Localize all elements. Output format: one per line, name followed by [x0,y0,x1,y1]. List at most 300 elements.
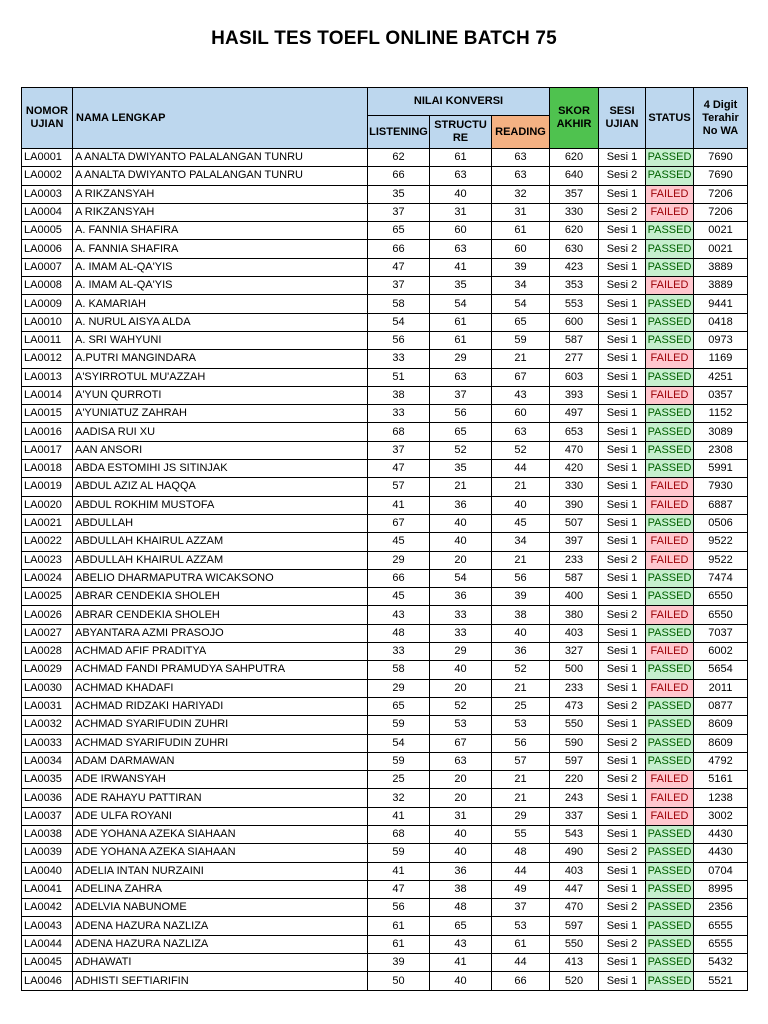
cell-nama: A'YUNIATUZ ZAHRAH [73,405,368,423]
cell-digit-wa: 5521 [694,972,748,990]
cell-nomor-ujian: LA0027 [22,624,73,642]
cell-skor-akhir: 597 [550,752,599,770]
cell-nama: A RIKZANSYAH [73,203,368,221]
cell-status: PASSED [646,331,694,349]
cell-sesi: Sesi 2 [599,606,646,624]
cell-sesi: Sesi 1 [599,496,646,514]
cell-skor-akhir: 330 [550,478,599,496]
cell-listening: 66 [368,167,430,185]
cell-status: FAILED [646,203,694,221]
cell-structure: 40 [430,972,492,990]
header-digit-wa: 4 Digit Terahir No WA [694,88,748,149]
cell-digit-wa: 7930 [694,478,748,496]
cell-sesi: Sesi 2 [599,844,646,862]
cell-reading: 61 [492,935,550,953]
cell-digit-wa: 1169 [694,350,748,368]
cell-digit-wa: 3889 [694,277,748,295]
cell-listening: 50 [368,972,430,990]
cell-digit-wa: 6550 [694,606,748,624]
cell-status: FAILED [646,386,694,404]
cell-status: PASSED [646,514,694,532]
cell-digit-wa: 0704 [694,862,748,880]
cell-structure: 60 [430,222,492,240]
cell-structure: 20 [430,551,492,569]
cell-status: PASSED [646,880,694,898]
cell-nomor-ujian: LA0044 [22,935,73,953]
cell-digit-wa: 3889 [694,258,748,276]
cell-sesi: Sesi 2 [599,277,646,295]
cell-listening: 33 [368,643,430,661]
cell-listening: 65 [368,222,430,240]
cell-status: FAILED [646,771,694,789]
cell-skor-akhir: 337 [550,807,599,825]
table-row [22,862,748,880]
cell-status: FAILED [646,606,694,624]
cell-reading: 60 [492,240,550,258]
cell-status: PASSED [646,167,694,185]
cell-sesi: Sesi 1 [599,185,646,203]
table-row [22,661,748,679]
cell-nomor-ujian: LA0028 [22,643,73,661]
cell-nama: ADELIA INTAN NURZAINI [73,862,368,880]
cell-structure: 41 [430,258,492,276]
results-body [22,149,748,991]
cell-structure: 21 [430,478,492,496]
cell-sesi: Sesi 1 [599,569,646,587]
table-row [22,734,748,752]
cell-nama: ADELVIA NABUNOME [73,899,368,917]
cell-digit-wa: 8995 [694,880,748,898]
cell-skor-akhir: 497 [550,405,599,423]
cell-skor-akhir: 640 [550,167,599,185]
cell-sesi: Sesi 1 [599,661,646,679]
cell-nomor-ujian: LA0004 [22,203,73,221]
cell-sesi: Sesi 2 [599,771,646,789]
cell-structure: 63 [430,240,492,258]
cell-listening: 33 [368,350,430,368]
cell-skor-akhir: 550 [550,935,599,953]
cell-nama: ABDULLAH KHAIRUL AZZAM [73,533,368,551]
cell-skor-akhir: 500 [550,661,599,679]
cell-structure: 43 [430,935,492,953]
table-row [22,203,748,221]
cell-nama: ACHMAD SYARIFUDIN ZUHRI [73,716,368,734]
cell-listening: 38 [368,386,430,404]
cell-digit-wa: 9441 [694,295,748,313]
cell-nomor-ujian: LA0046 [22,972,73,990]
cell-listening: 33 [368,405,430,423]
cell-structure: 65 [430,423,492,441]
cell-skor-akhir: 380 [550,606,599,624]
cell-status: PASSED [646,917,694,935]
cell-skor-akhir: 327 [550,643,599,661]
cell-sesi: Sesi 2 [599,203,646,221]
cell-structure: 61 [430,149,492,167]
cell-nama: A ANALTA DWIYANTO PALALANGAN TUNRU [73,167,368,185]
table-row [22,880,748,898]
cell-structure: 56 [430,405,492,423]
cell-reading: 52 [492,661,550,679]
cell-nomor-ujian: LA0019 [22,478,73,496]
cell-nama: A. FANNIA SHAFIRA [73,222,368,240]
cell-status: PASSED [646,423,694,441]
cell-nomor-ujian: LA0009 [22,295,73,313]
cell-digit-wa: 9522 [694,533,748,551]
cell-nomor-ujian: LA0024 [22,569,73,587]
cell-nomor-ujian: LA0006 [22,240,73,258]
cell-nama: ADE RAHAYU PATTIRAN [73,789,368,807]
cell-listening: 37 [368,441,430,459]
cell-digit-wa: 4430 [694,844,748,862]
cell-status: PASSED [646,149,694,167]
cell-structure: 40 [430,825,492,843]
cell-nama: A. SRI WAHYUNI [73,331,368,349]
cell-listening: 41 [368,807,430,825]
table-row [22,368,748,386]
cell-status: PASSED [646,697,694,715]
cell-structure: 33 [430,624,492,642]
cell-nomor-ujian: LA0042 [22,899,73,917]
cell-reading: 61 [492,222,550,240]
cell-structure: 40 [430,514,492,532]
cell-reading: 53 [492,716,550,734]
cell-skor-akhir: 233 [550,679,599,697]
table-row [22,478,748,496]
cell-nama: ADENA HAZURA NAZLIZA [73,935,368,953]
cell-sesi: Sesi 2 [599,935,646,953]
cell-nomor-ujian: LA0026 [22,606,73,624]
cell-digit-wa: 7474 [694,569,748,587]
cell-structure: 53 [430,716,492,734]
cell-listening: 39 [368,954,430,972]
cell-sesi: Sesi 1 [599,386,646,404]
cell-structure: 61 [430,331,492,349]
header-nama-lengkap: NAMA LENGKAP [73,88,368,149]
cell-reading: 59 [492,331,550,349]
cell-sesi: Sesi 1 [599,460,646,478]
cell-nomor-ujian: LA0043 [22,917,73,935]
cell-listening: 41 [368,496,430,514]
cell-nomor-ujian: LA0012 [22,350,73,368]
cell-digit-wa: 0021 [694,240,748,258]
cell-status: PASSED [646,258,694,276]
table-row [22,149,748,167]
cell-listening: 47 [368,460,430,478]
cell-nama: A. IMAM AL-QA'YIS [73,277,368,295]
table-row [22,569,748,587]
cell-listening: 65 [368,697,430,715]
cell-digit-wa: 7690 [694,149,748,167]
cell-reading: 55 [492,825,550,843]
cell-nama: A'SYIRROTUL MU'AZZAH [73,368,368,386]
cell-sesi: Sesi 1 [599,331,646,349]
cell-skor-akhir: 357 [550,185,599,203]
cell-structure: 65 [430,917,492,935]
cell-reading: 53 [492,917,550,935]
cell-nomor-ujian: LA0037 [22,807,73,825]
cell-reading: 43 [492,386,550,404]
cell-skor-akhir: 587 [550,569,599,587]
cell-listening: 35 [368,185,430,203]
cell-listening: 68 [368,423,430,441]
cell-status: PASSED [646,954,694,972]
cell-nomor-ujian: LA0031 [22,697,73,715]
cell-nama: ADE IRWANSYAH [73,771,368,789]
cell-status: PASSED [646,588,694,606]
cell-structure: 40 [430,844,492,862]
cell-status: PASSED [646,624,694,642]
cell-sesi: Sesi 1 [599,954,646,972]
cell-sesi: Sesi 1 [599,789,646,807]
cell-structure: 36 [430,496,492,514]
cell-structure: 52 [430,441,492,459]
cell-sesi: Sesi 2 [599,551,646,569]
cell-sesi: Sesi 1 [599,313,646,331]
cell-reading: 63 [492,149,550,167]
cell-nomor-ujian: LA0035 [22,771,73,789]
cell-nomor-ujian: LA0003 [22,185,73,203]
cell-listening: 43 [368,606,430,624]
page-title: HASIL TES TOEFL ONLINE BATCH 75 [211,28,557,49]
cell-skor-akhir: 597 [550,917,599,935]
cell-listening: 58 [368,295,430,313]
table-row [22,807,748,825]
cell-digit-wa: 5432 [694,954,748,972]
table-row [22,386,748,404]
cell-nama: ADHAWATI [73,954,368,972]
cell-reading: 66 [492,972,550,990]
table-row [22,423,748,441]
cell-reading: 34 [492,533,550,551]
cell-nama: ACHMAD FANDI PRAMUDYA SAHPUTRA [73,661,368,679]
cell-structure: 29 [430,643,492,661]
cell-digit-wa: 6002 [694,643,748,661]
cell-status: PASSED [646,460,694,478]
table-row [22,185,748,203]
cell-status: FAILED [646,478,694,496]
cell-nama: ACHMAD KHADAFI [73,679,368,697]
cell-digit-wa: 6550 [694,588,748,606]
cell-nomor-ujian: LA0015 [22,405,73,423]
table-row [22,514,748,532]
cell-listening: 56 [368,331,430,349]
cell-structure: 63 [430,167,492,185]
table-row [22,588,748,606]
cell-listening: 66 [368,569,430,587]
cell-reading: 44 [492,862,550,880]
cell-sesi: Sesi 2 [599,240,646,258]
cell-digit-wa: 7037 [694,624,748,642]
header-status: STATUS [646,88,694,149]
cell-structure: 20 [430,771,492,789]
cell-listening: 58 [368,661,430,679]
cell-status: FAILED [646,350,694,368]
cell-listening: 59 [368,844,430,862]
cell-skor-akhir: 620 [550,222,599,240]
cell-reading: 40 [492,496,550,514]
cell-reading: 32 [492,185,550,203]
cell-structure: 54 [430,569,492,587]
cell-listening: 61 [368,917,430,935]
cell-reading: 67 [492,368,550,386]
cell-reading: 21 [492,551,550,569]
cell-digit-wa: 8609 [694,716,748,734]
cell-listening: 47 [368,258,430,276]
cell-listening: 37 [368,203,430,221]
cell-digit-wa: 1152 [694,405,748,423]
cell-digit-wa: 0357 [694,386,748,404]
cell-digit-wa: 5991 [694,460,748,478]
cell-skor-akhir: 473 [550,697,599,715]
table-row [22,460,748,478]
cell-sesi: Sesi 1 [599,588,646,606]
cell-nomor-ujian: LA0036 [22,789,73,807]
cell-nama: ACHMAD RIDZAKI HARIYADI [73,697,368,715]
cell-status: FAILED [646,807,694,825]
cell-structure: 52 [430,697,492,715]
table-row [22,752,748,770]
cell-listening: 32 [368,789,430,807]
cell-nomor-ujian: LA0022 [22,533,73,551]
cell-nama: ABELIO DHARMAPUTRA WICAKSONO [73,569,368,587]
cell-nama: ABDUL ROKHIM MUSTOFA [73,496,368,514]
table-row [22,240,748,258]
cell-skor-akhir: 420 [550,460,599,478]
cell-nama: A'YUN QURROTI [73,386,368,404]
cell-nomor-ujian: LA0030 [22,679,73,697]
table-row [22,405,748,423]
cell-nama: ADE ULFA ROYANI [73,807,368,825]
cell-listening: 29 [368,679,430,697]
cell-sesi: Sesi 2 [599,697,646,715]
cell-structure: 37 [430,386,492,404]
cell-listening: 61 [368,935,430,953]
header-nomor-ujian: NOMOR UJIAN [22,88,73,149]
cell-status: PASSED [646,935,694,953]
cell-skor-akhir: 423 [550,258,599,276]
cell-listening: 62 [368,149,430,167]
cell-status: PASSED [646,313,694,331]
header-structure: STRUCTU RE [430,116,492,149]
cell-nama: ADAM DARMAWAN [73,752,368,770]
cell-sesi: Sesi 1 [599,258,646,276]
cell-reading: 63 [492,167,550,185]
cell-skor-akhir: 403 [550,624,599,642]
table-row [22,496,748,514]
cell-nama: ABRAR CENDEKIA SHOLEH [73,588,368,606]
cell-listening: 48 [368,624,430,642]
cell-status: PASSED [646,240,694,258]
cell-reading: 57 [492,752,550,770]
cell-reading: 29 [492,807,550,825]
table-row [22,917,748,935]
cell-reading: 40 [492,624,550,642]
cell-nomor-ujian: LA0005 [22,222,73,240]
cell-sesi: Sesi 1 [599,972,646,990]
cell-reading: 34 [492,277,550,295]
cell-sesi: Sesi 1 [599,624,646,642]
cell-listening: 54 [368,313,430,331]
cell-digit-wa: 2308 [694,441,748,459]
cell-sesi: Sesi 1 [599,862,646,880]
cell-listening: 56 [368,899,430,917]
cell-nomor-ujian: LA0007 [22,258,73,276]
cell-structure: 31 [430,807,492,825]
cell-reading: 44 [492,460,550,478]
header-reading: READING [492,116,550,149]
table-row [22,350,748,368]
cell-digit-wa: 4251 [694,368,748,386]
cell-structure: 61 [430,313,492,331]
cell-skor-akhir: 653 [550,423,599,441]
cell-digit-wa: 0506 [694,514,748,532]
cell-digit-wa: 7690 [694,167,748,185]
cell-sesi: Sesi 2 [599,167,646,185]
cell-nomor-ujian: LA0039 [22,844,73,862]
cell-status: PASSED [646,899,694,917]
cell-nama: A.PUTRI MANGINDARA [73,350,368,368]
cell-reading: 31 [492,203,550,221]
table-row [22,789,748,807]
cell-nama: A. KAMARIAH [73,295,368,313]
cell-reading: 44 [492,954,550,972]
cell-digit-wa: 0418 [694,313,748,331]
cell-nomor-ujian: LA0018 [22,460,73,478]
cell-nama: ABYANTARA AZMI PRASOJO [73,624,368,642]
table-row [22,222,748,240]
cell-structure: 20 [430,679,492,697]
cell-skor-akhir: 233 [550,551,599,569]
cell-digit-wa: 2011 [694,679,748,697]
cell-digit-wa: 3002 [694,807,748,825]
cell-sesi: Sesi 1 [599,643,646,661]
cell-nomor-ujian: LA0020 [22,496,73,514]
header-sesi-ujian: SESI UJIAN [599,88,646,149]
table-row [22,277,748,295]
cell-nama: ABRAR CENDEKIA SHOLEH [73,606,368,624]
cell-structure: 63 [430,368,492,386]
cell-listening: 59 [368,716,430,734]
cell-skor-akhir: 277 [550,350,599,368]
cell-skor-akhir: 390 [550,496,599,514]
cell-reading: 56 [492,569,550,587]
cell-nomor-ujian: LA0032 [22,716,73,734]
cell-nomor-ujian: LA0041 [22,880,73,898]
cell-sesi: Sesi 1 [599,716,646,734]
cell-skor-akhir: 600 [550,313,599,331]
cell-skor-akhir: 470 [550,441,599,459]
cell-sesi: Sesi 1 [599,514,646,532]
cell-sesi: Sesi 1 [599,917,646,935]
cell-sesi: Sesi 1 [599,423,646,441]
cell-digit-wa: 4430 [694,825,748,843]
cell-nama: A ANALTA DWIYANTO PALALANGAN TUNRU [73,149,368,167]
cell-status: PASSED [646,862,694,880]
cell-status: PASSED [646,222,694,240]
cell-listening: 66 [368,240,430,258]
table-row [22,716,748,734]
cell-structure: 67 [430,734,492,752]
cell-listening: 51 [368,368,430,386]
cell-reading: 39 [492,258,550,276]
cell-skor-akhir: 397 [550,533,599,551]
cell-nomor-ujian: LA0008 [22,277,73,295]
cell-skor-akhir: 393 [550,386,599,404]
cell-status: PASSED [646,972,694,990]
cell-status: PASSED [646,716,694,734]
cell-structure: 40 [430,533,492,551]
table-row [22,972,748,990]
